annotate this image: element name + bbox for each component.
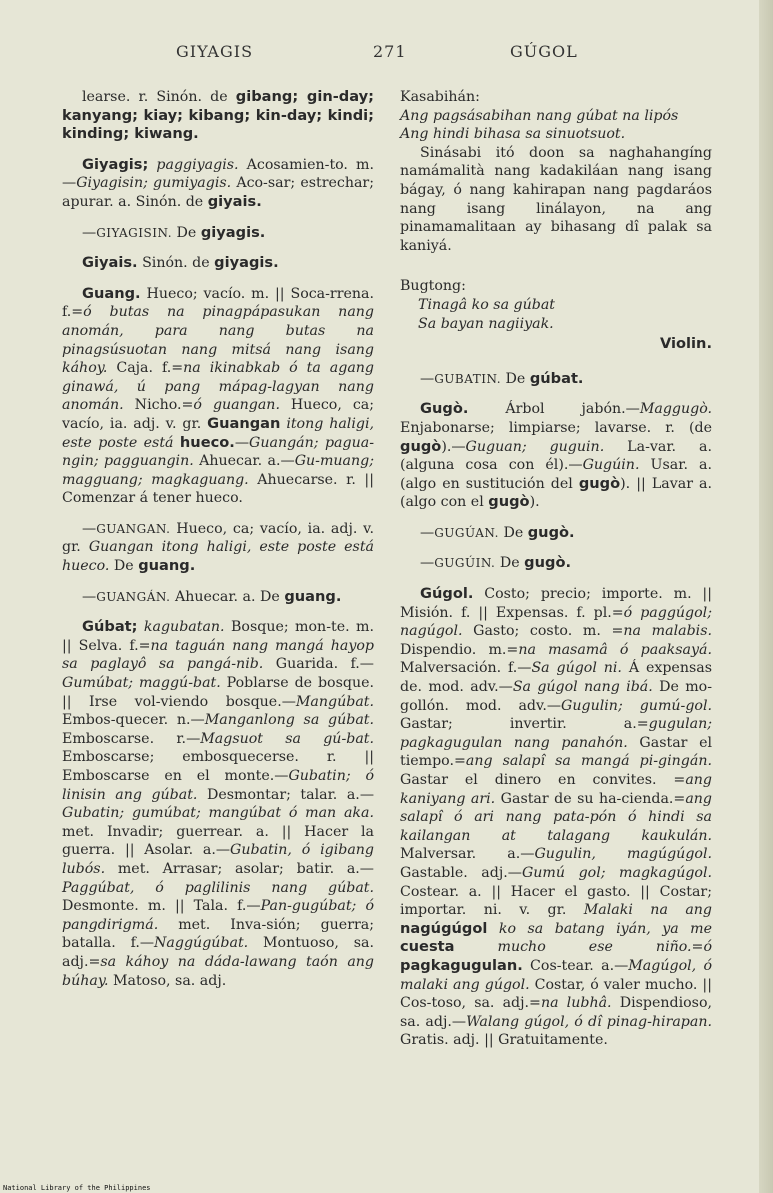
right-column [400, 88, 712, 1062]
page-number: 271 [373, 42, 407, 61]
kasabihan-line: Ang hindi bihasa sa sinuotsuot. [400, 126, 626, 143]
dictionary-entry: Guang. Hueco; vacío. m. || Soca-rrena. f.=ó butas na pinagpápasukan nang anomán, para nang butas na pinagsúsuotan nang mitsá nang isang káhoy. Caja. f.=na ikinabkab ó ta agang ginawá, ú pang mápag-lagyan nang anomán. Nicho.=ó guangan. Hueco, ca; vacío, ia. adj. v. gr. Guangan itong haligi, este poste está hueco.—Guangán; pagua-ngin; pagguangin. Ahuecar. a.—Gu-muang; magguang; magkaguang. Ahuecarse. r. || Comenzar á tener hueco. [62, 284, 375, 507]
bugtong-block [400, 277, 712, 353]
dictionary-entry: Gúgol. Costo; precio; importe. m. || Misión. f. || Expensas. f. pl.=ó paggúgol; nagúgol. Gasto; costo. m. =na malabis. Dispendio. m.=na masamâ ó paaksayá. Malversación. f.—Sa gúgol ni. Á expensas de. mod. adv.—Sa gúgol nang ibá. De mo-gollón. mod. adv.—Gugulin; gumú-gol. Gastar; invertir. a.=gugulan; pagkagugulan nang panahón. Gastar el tiempo.=ang salapî sa mangá pi-gingán. Gastar el dinero en convites. =ang kaniyang ari. Gastar de su ha-cienda.=ang salapî ó ari nang pata-pón ó hindi sa kailangan at talagang kaukulán. Malversar. a.—Gugulin, magúgúgol. Gastable. adj.—Gumú gol; magkagúgol. Costear. a. || Hacer el gasto. || Costar; importar. ni. v. gr. Malaki na ang nagúgúgol ko sa batang iyán, ya me cuesta mucho ese niño.=ó pagkagugulan. Cos-tear. a.—Magúgol, ó malaki ang gúgol. Costar, ó valer mucho. || Cos-toso, sa. adj.=na lubhâ. Dispendioso, sa. adj.—Walang gúgol, ó dî pinag-hirapan. Gratis. adj. || Gratuitamente. [400, 585, 713, 1049]
kasabihan-text: Sinásabi itó doon sa naghahangíng namámalità nang kadakiláan nang isang bágay, ó nang kahirapan nang pagdaráos nang isang linálayon, na ang pinamamalitaan ay bihasang dî palak sa kaniyá. [400, 144, 712, 254]
kasabihan-block [400, 88, 712, 255]
page-edge-shadow [759, 0, 773, 1193]
dictionary-entry: —GUANGAN. Hueco, ca; vacío, ia. adj. v. gr. Guangan itong haligi, este poste está hueco. De guang. [62, 520, 374, 575]
bugtong-answer: Violin. [659, 335, 712, 353]
kasabihan-label: Kasabihán: [400, 89, 480, 105]
dictionary-entry: —GUGÚIN. De gugò. [420, 554, 572, 572]
dictionary-entry: —GUGÚAN. De gugò. [420, 523, 575, 541]
dictionary-entry: learse. r. Sinón. de gibang; gin-day; kanyang; kiay; kibang; kin-day; kindi; kinding; kiwang. [62, 88, 374, 143]
dictionary-entry: Gúbat; kagubatan. Bosque; mon-te. m. || Selva. f.=na taguán nang mangá hayop sa paglayô sa pangá-nib. Guarida. f.—Gumúbat; maggú-bat. Poblarse de bosque. || Irse vol-viendo bosque.—Mangúbat. Embos-quecer. n.—Manganlong sa gúbat. Emboscarse. r.—Magsuot sa gú-bat. Emboscarse; embosquecerse. r. || Emboscarse en el monte.—Gubatin; ó linisin ang gúbat. Desmontar; talar. a.—Gubatin; gumúbat; mangúbat ó man aka. met. Invadir; guerrear. a. || Hacer la guerra. || Asolar. a.—Gubatin, ó igibang lubós. met. Arrasar; asolar; batir. a.—Paggúbat, ó paglilinis nang gúbat. Desmonte. m. || Tala. f.—Pan-gugúbat; ó pangdirigmá. met. Inva-sión; guerra; batalla. f.—Naggúgúbat. Montuoso, sa. adj.=sa káhoy na dáda-lawang taón ang búhay. Matoso, sa. adj. [62, 618, 375, 989]
left-column [62, 88, 374, 1002]
dictionary-entry: —GUBATIN. De gúbat. [420, 369, 584, 387]
dictionary-entry: —GUANGÁN. Ahuecar. a. De guang. [82, 587, 342, 605]
bugtong-label: Bugtong: [400, 278, 466, 295]
kasabihan-line: Ang pagsásabihan nang gúbat na lipós [400, 107, 679, 124]
dictionary-entry: —GIYAGISIN. De giyagis. [82, 223, 266, 241]
right-entries [400, 370, 712, 1050]
dictionary-entry: Giyais. Sinón. de giyagis. [82, 254, 279, 272]
running-head-left: GIYAGIS [176, 42, 254, 61]
dictionary-entry: Giyagis; paggiyagis. Acosamien-to. m.—Giyagisin; gumiyagis. Aco-sar; estrechar; apurar. a. Sinón. de giyais. [62, 155, 374, 210]
bugtong-line: Tinagâ ko sa gúbat [418, 296, 556, 313]
library-credit: National Library of the Philippines [3, 1184, 151, 1192]
running-head-right: GÚGOL [510, 42, 578, 61]
bugtong-line: Sa bayan nagiiyak. [418, 315, 554, 332]
dictionary-entry: Gugò. Árbol jabón.—Maggugò. Enjabonarse; limpiarse; lavarse. r. (de gugò).—Guguan; guguin. La-var. a. (alguna cosa con él).—Gugúin. Usar. a. (algo en sustitución del gugò). || Lavar a. (algo con el gugò). [400, 400, 713, 511]
